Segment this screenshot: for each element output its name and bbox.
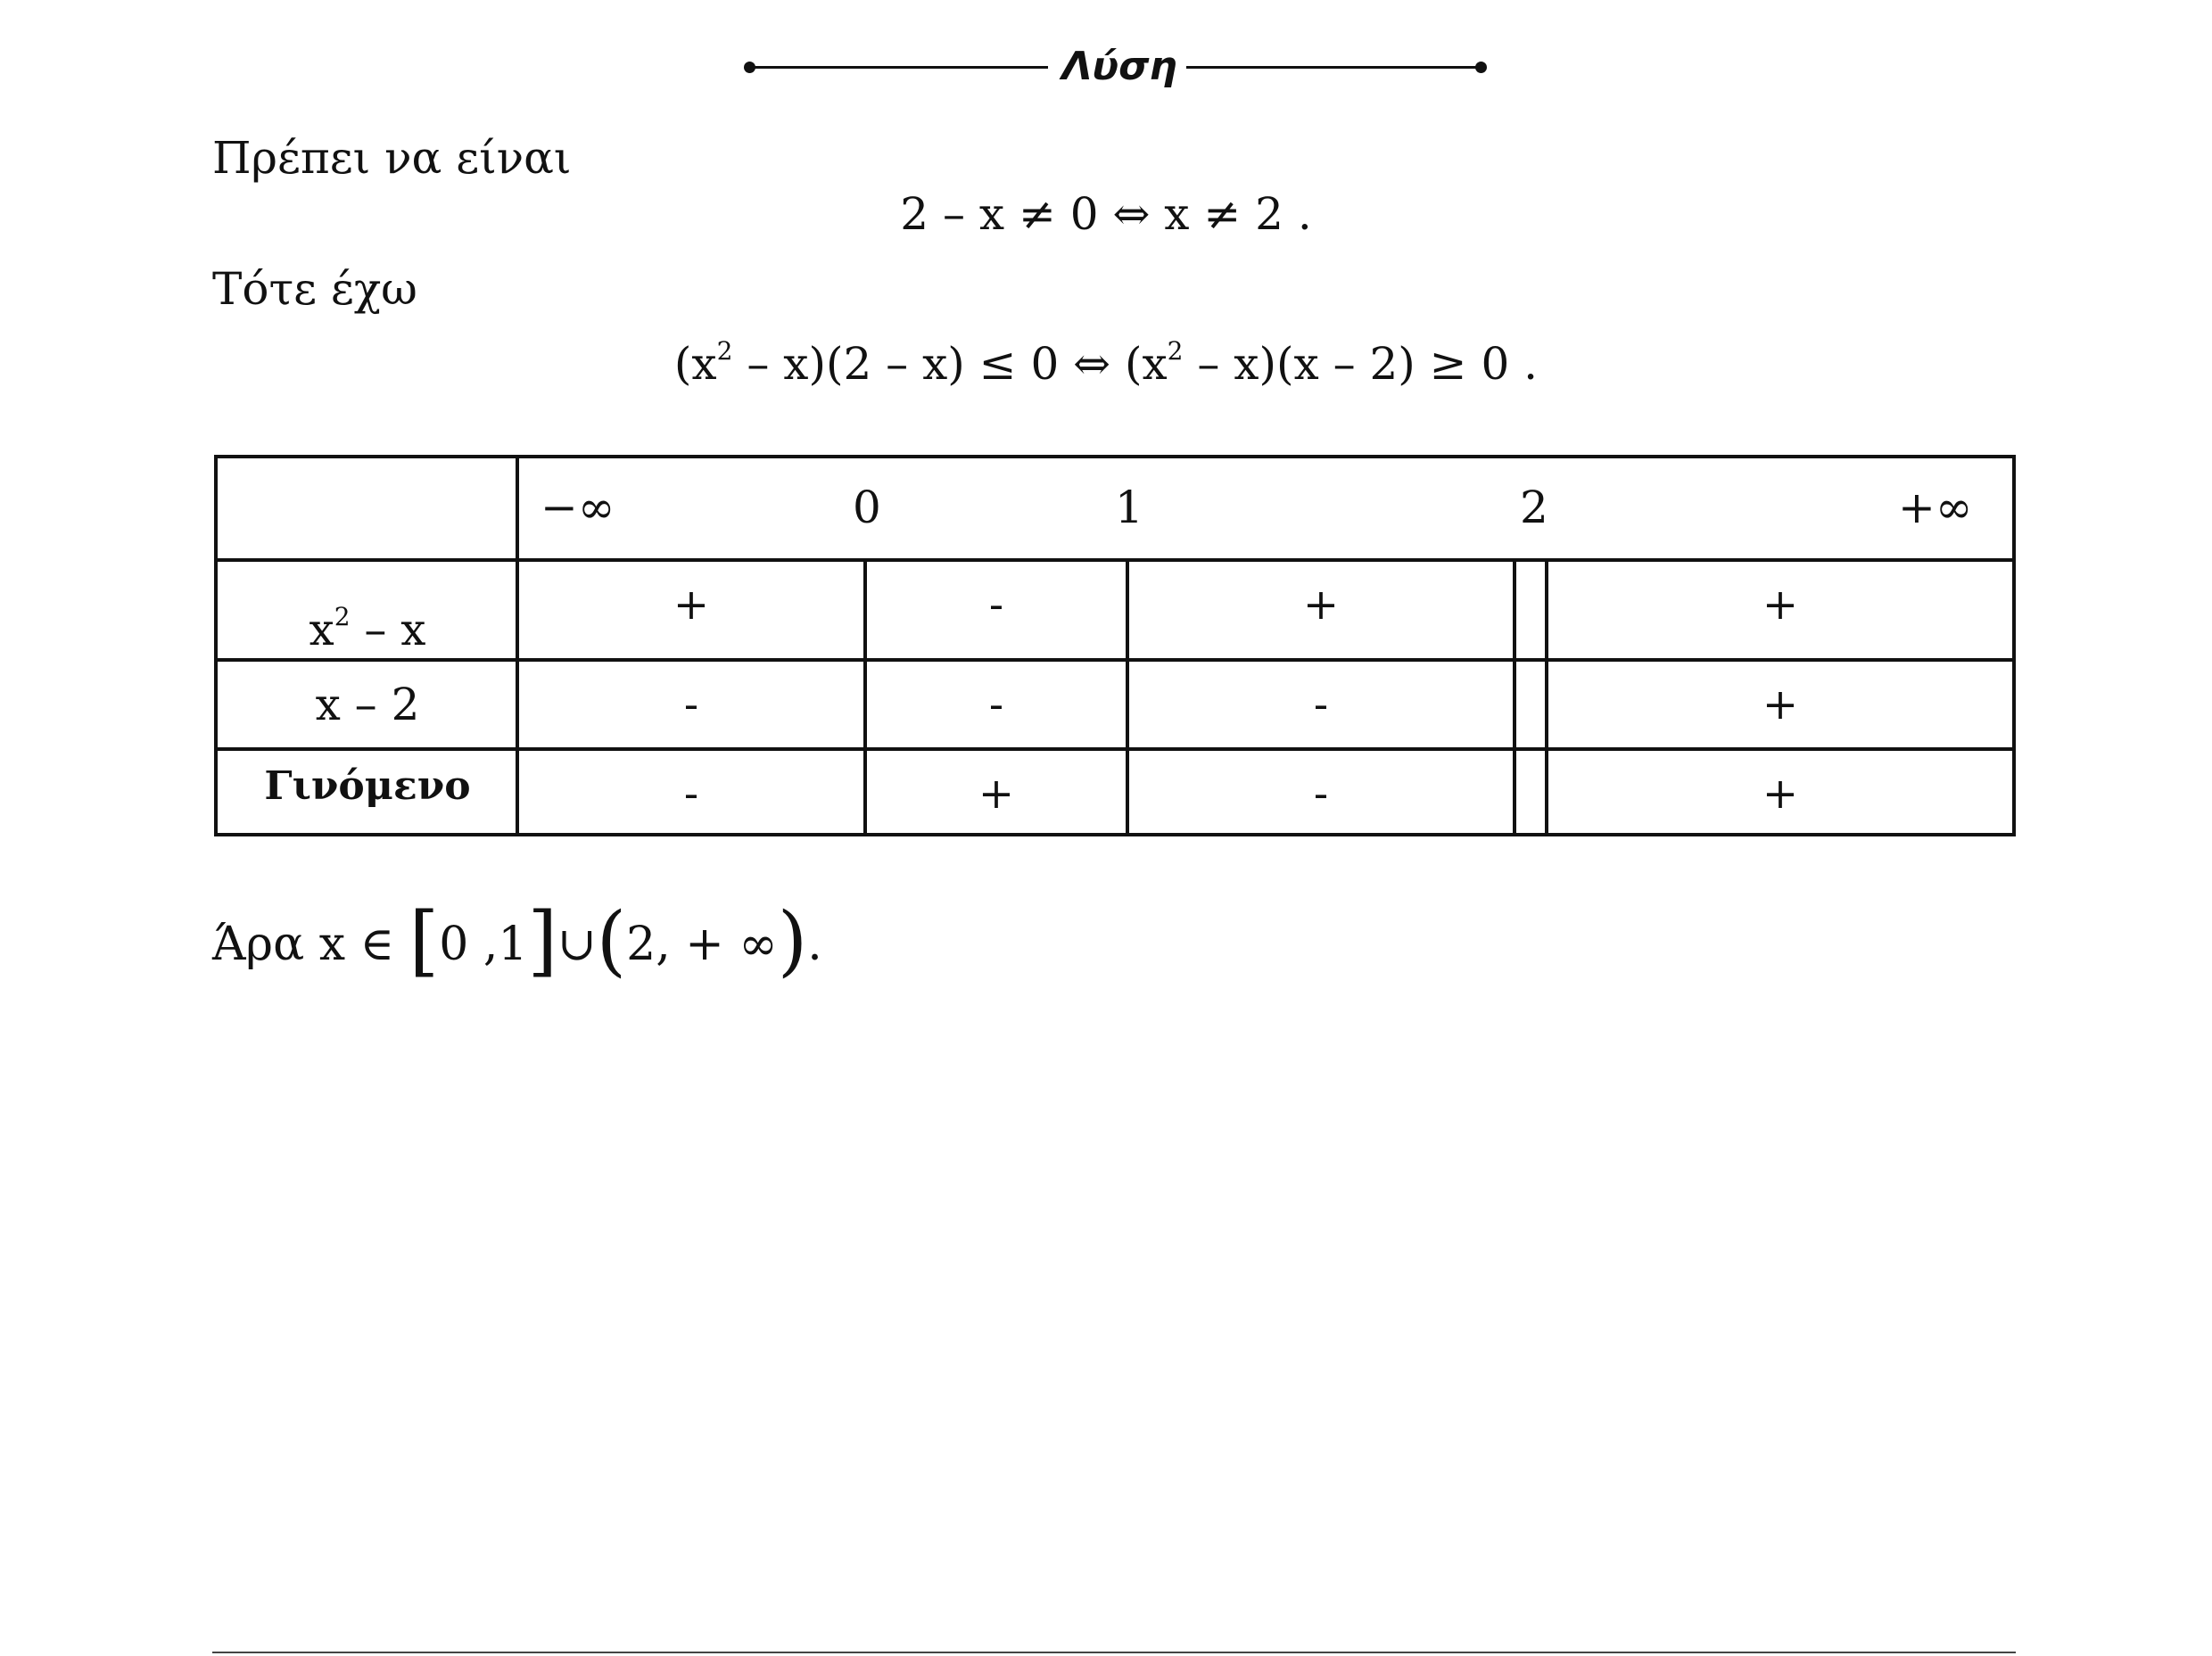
condition-equation: 2 – x ≠ 0 ⇔ x ≠ 2 . xyxy=(900,188,1312,240)
sign-cell: + xyxy=(673,580,710,630)
conclusion-prefix: Άρα x ∈ xyxy=(212,918,409,971)
inequality-left-exponent: 2 xyxy=(716,336,733,366)
rule-dot-right xyxy=(1475,62,1487,73)
interval2-open-paren: ( xyxy=(596,896,627,985)
row-label-x2-exponent: 2 xyxy=(334,602,351,631)
sign-cell: - xyxy=(683,680,699,729)
sign-cell: - xyxy=(988,680,1004,729)
header-plus-infinity: +∞ xyxy=(1898,482,1973,533)
then-text: Τότε έχω xyxy=(212,263,417,315)
sign-cell: + xyxy=(1762,580,1799,630)
interval2: 2, + ∞ xyxy=(626,918,778,971)
solution-header xyxy=(0,36,2212,98)
sign-cell: - xyxy=(1313,680,1329,729)
row-label-x-minus-2: x – 2 xyxy=(315,679,420,730)
inequality-right: – x)(x – 2) ≥ 0 . xyxy=(1183,338,1539,390)
intro-text: Πρέπει να είναι xyxy=(212,132,572,184)
header-two: 2 xyxy=(1520,482,1548,533)
sign-cell: + xyxy=(978,769,1015,819)
sign-cell: - xyxy=(988,580,1004,630)
inequality-equation xyxy=(0,323,2212,392)
interval1: 0 ,1 xyxy=(439,918,528,971)
row-label-x2-base: x xyxy=(309,604,334,655)
sign-cell: - xyxy=(1313,769,1329,819)
header-one: 1 xyxy=(1115,482,1143,533)
row-label-x2-rest: – x xyxy=(350,604,426,655)
rule-right xyxy=(1186,66,1481,69)
inequality-middle: – x)(2 – x) ≤ 0 ⇔ (x xyxy=(732,338,1168,390)
sign-table xyxy=(214,455,2016,836)
rule-left xyxy=(749,66,1048,69)
sign-cell: + xyxy=(1762,769,1799,819)
solution-title: Λύση xyxy=(1061,44,1177,89)
sign-cell: - xyxy=(683,769,699,819)
table-vline-2a xyxy=(1513,558,1516,833)
sign-cell: + xyxy=(1302,580,1340,630)
union-symbol: ∪ xyxy=(557,918,597,971)
inequality-right-exponent: 2 xyxy=(1167,336,1184,366)
row-label-product: Γινόμενο xyxy=(264,763,471,809)
inequality-left: (x xyxy=(673,338,717,390)
interval1-open-bracket: [ xyxy=(409,896,440,985)
conclusion-period: . xyxy=(807,918,822,971)
header-zero: 0 xyxy=(853,482,881,533)
header-minus-infinity: −∞ xyxy=(541,482,615,533)
sign-cell: + xyxy=(1762,680,1799,729)
footer-rule xyxy=(212,1652,2016,1653)
interval1-close-bracket: ] xyxy=(527,896,558,985)
conclusion xyxy=(212,896,822,985)
interval2-close-paren: ) xyxy=(777,896,808,985)
